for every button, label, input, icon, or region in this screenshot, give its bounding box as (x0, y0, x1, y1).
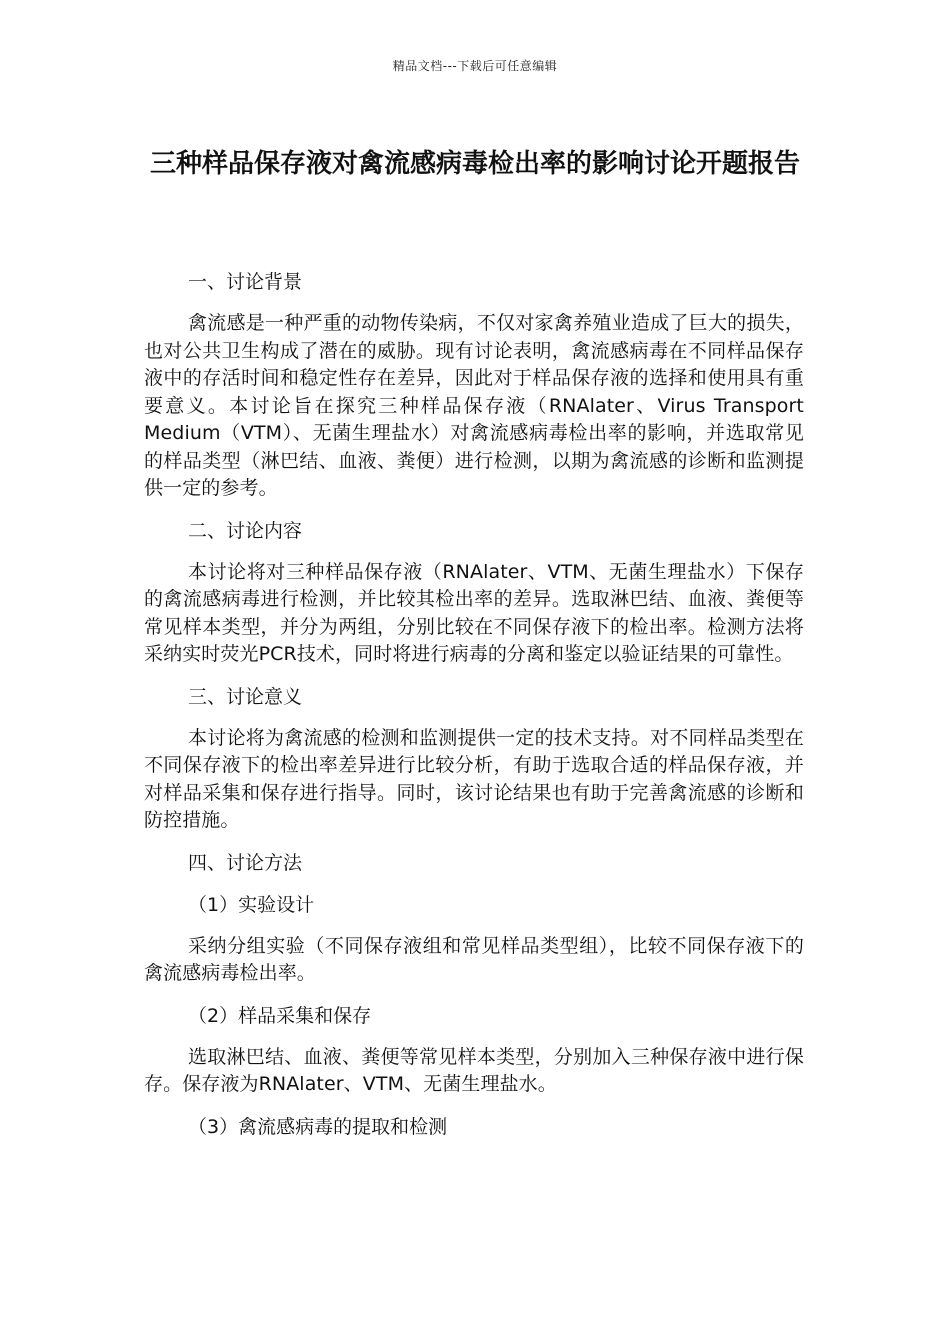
subheading-experiment-design: （1）实验设计 (188, 893, 315, 916)
paragraph-sample-collection: 选取淋巴结、血液、粪便等常见样本类型，分别加入三种保存液中进行保存。保存液为RNAlater、VTM、无菌生理盐水。 (144, 1045, 804, 1095)
paragraph-significance: 本讨论将为禽流感的检测和监测提供一定的技术支持。对不同样品类型在不同保存液下的检出率差异进行比较分析，有助于选取合适的样品保存液，并对样品采集和保存进行指导。同时，该讨论结果也有助于完善禽流感的诊断和防控措施。 (144, 726, 804, 831)
section-heading-content: 二、讨论内容 (188, 519, 303, 542)
header-note: 精品文档---下载后可任意编辑 (392, 59, 558, 73)
subheading-virus-extraction: （3）禽流感病毒的提取和检测 (188, 1115, 448, 1138)
subheading-sample-collection: （2）样品采集和保存 (188, 1004, 372, 1027)
document-body (144, 268, 804, 1155)
section-heading-methods: 四、讨论方法 (188, 851, 303, 874)
document-title: 三种样品保存液对禽流感病毒检出率的影响讨论开题报告 (149, 149, 800, 179)
paragraph-content: 本讨论将对三种样品保存液（RNAlater、VTM、无菌生理盐水）下保存的禽流感病毒进行检测，并比较其检出率的差异。选取淋巴结、血液、粪便等常见样本类型，并分为两组，分别比较在不同保存液下的检出率。检测方法将采纳实时荧光PCR技术，同时将进行病毒的分离和鉴定以验证结果的可靠性。 (144, 560, 804, 665)
paragraph-experiment-design: 采纳分组实验（不同保存液组和常见样品类型组），比较不同保存液下的禽流感病毒检出率。 (144, 934, 804, 984)
section-heading-background: 一、讨论背景 (188, 271, 303, 293)
paragraph-background: 禽流感是一种严重的动物传染病，不仅对家禽养殖业造成了巨大的损失，也对公共卫生构成了潜在的威胁。现有讨论表明，禽流感病毒在不同样品保存液中的存活时间和稳定性存在差异，因此对于样品保存液的选择和使用具有重要意义。本讨论旨在探究三种样品保存液（RNAlater、Virus Transport Medium（VTM）、无菌生理盐水）对禽流感病毒检出率的影响，并选取常见的样品类型（淋巴结、血液、粪便）进行检测，以期为禽流感的诊断和监测提供一定的参考。 (144, 312, 804, 499)
section-heading-significance: 三、讨论意义 (188, 685, 303, 708)
